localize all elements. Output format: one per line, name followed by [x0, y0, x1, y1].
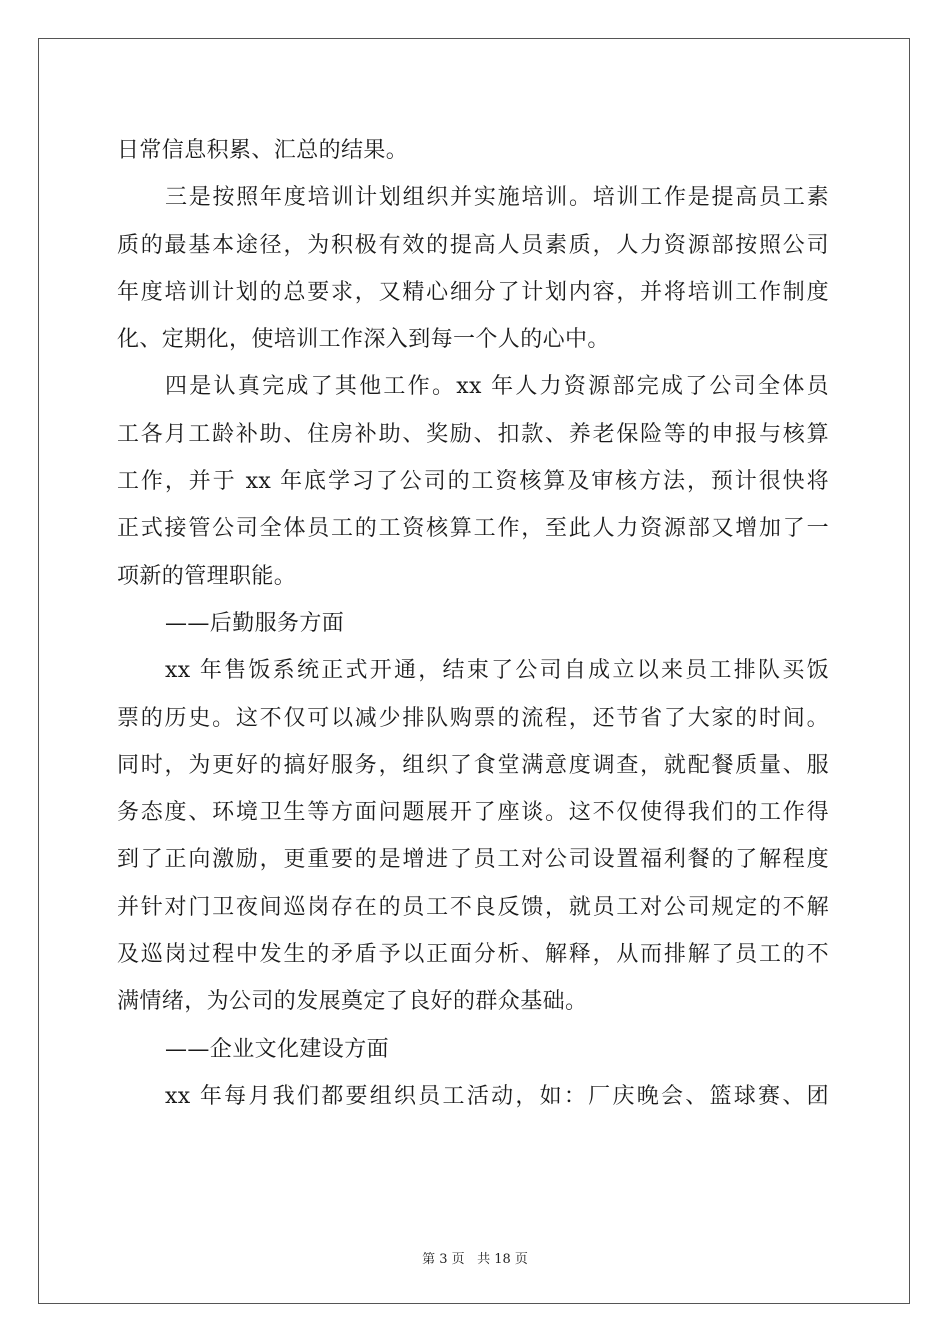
- text-line: 同时，为更好的搞好服务，组织了食堂满意度调查，就配餐质量、服: [117, 752, 829, 778]
- text-line: 正式接管公司全体员工的工资核算工作，至此人力资源部又增加了一: [117, 516, 829, 542]
- text-line: 质的最基本途径，为积极有效的提高人员素质，人力资源部按照公司: [117, 232, 829, 258]
- text-line: 及巡岗过程中发生的矛盾予以正面分析、解释，从而排解了员工的不: [117, 942, 829, 968]
- page-number: 第 3 页: [422, 1252, 465, 1267]
- text-line: 三是按照年度培训计划组织并实施培训。培训工作是提高员工素: [165, 185, 829, 211]
- page-total: 共 18 页: [477, 1252, 528, 1267]
- text-line: 到了正向激励，更重要的是增进了员工对公司设置福利餐的了解程度: [117, 847, 829, 873]
- text-line: xx 年售饭系统正式开通，结束了公司自成立以来员工排队买饭: [165, 658, 829, 684]
- text-line: 日常信息积累、汇总的结果。: [117, 138, 409, 163]
- text-line: 工作，并于 xx 年底学习了公司的工资核算及审核方法，预计很快将: [117, 469, 829, 495]
- page-footer: [0, 1248, 950, 1267]
- text-line: 化、定期化，使培训工作深入到每一个人的心中。: [117, 327, 610, 353]
- text-line: 票的历史。这不仅可以减少排队购票的流程，还节省了大家的时间。: [117, 705, 829, 731]
- text-line: 务态度、环境卫生等方面问题展开了座谈。这不仅使得我们的工作得: [117, 800, 829, 826]
- text-line: 工各月工龄补助、住房补助、奖励、扣款、养老保险等的申报与核算: [117, 421, 829, 447]
- text-line: 年度培训计划的总要求，又精心细分了计划内容，并将培训工作制度: [117, 279, 829, 305]
- text-line: 满情绪，为公司的发展奠定了良好的群众基础。: [117, 989, 588, 1015]
- text-line: 项新的管理职能。: [117, 563, 297, 589]
- text-line: ——后勤服务方面: [165, 610, 345, 636]
- text-line: 四是认真完成了其他工作。xx 年人力资源部完成了公司全体员: [165, 374, 829, 400]
- document-body: [117, 127, 829, 1120]
- text-line: xx 年每月我们都要组织员工活动，如：厂庆晚会、篮球赛、团: [165, 1083, 829, 1109]
- text-line: ——企业文化建设方面: [165, 1036, 390, 1062]
- text-line: 并针对门卫夜间巡岗存在的员工不良反馈，就员工对公司规定的不解: [117, 894, 829, 920]
